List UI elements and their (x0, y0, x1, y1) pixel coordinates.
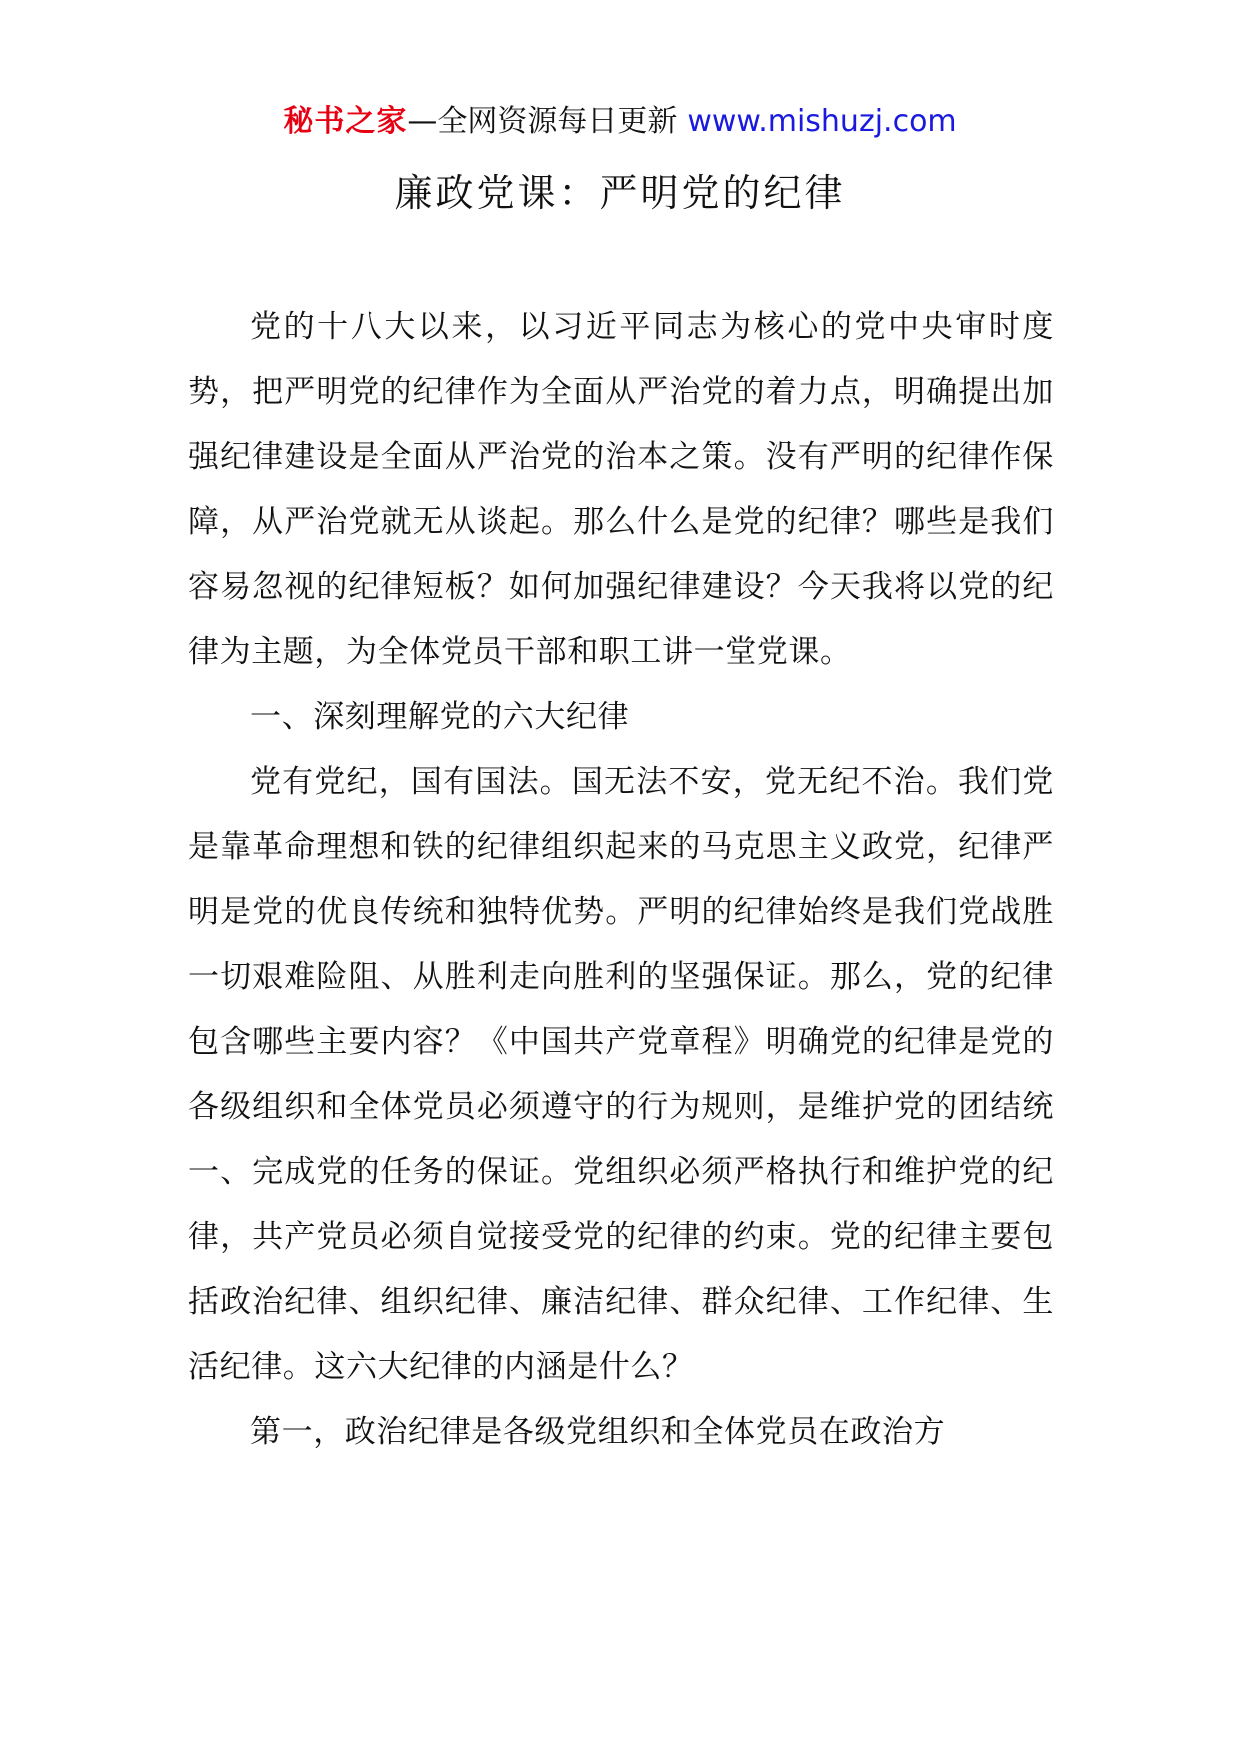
document-body (188, 295, 1054, 1465)
intro-paragraph: 党的十八大以来，以习近平同志为核心的党中央审时度势，把严明党的纪律作为全面从严治党的着力点，明确提出加强纪律建设是全面从严治党的治本之策。没有严明的纪律作保障，从严治党就无从谈起。那么什么是党的纪律？哪些是我们容易忽视的纪律短板？如何加强纪律建设？今天我将以党的纪律为主题，为全体党员干部和职工讲一堂党课。 (188, 309, 1054, 670)
document-title: 廉政党课：严明党的纪律 (394, 171, 846, 215)
header-tagline: —全网资源每日更新 (407, 104, 678, 139)
section-heading-1: 一、深刻理解党的六大纪律 (250, 699, 630, 735)
site-url-link[interactable]: www.mishuzj.com (687, 104, 957, 139)
brand-name: 秘书之家 (283, 104, 408, 139)
body-paragraph: 第一，政治纪律是各级党组织和全体党员在政治方 (250, 1414, 946, 1450)
body-paragraph: 党有党纪，国有国法。国无法不安，党无纪不治。我们党是靠革命理想和铁的纪律组织起来的马克思主义政党，纪律严明是党的优良传统和独特优势。严明的纪律始终是我们党战胜一切艰难险阻、从胜利走向胜利的坚强保证。那么，党的纪律包含哪些主要内容？《中国共产党章程》明确党的纪律是党的各级组织和全体党员必须遵守的行为规则，是维护党的团结统一、完成党的任务的保证。党组织必须严格执行和维护党的纪律，共产党员必须自觉接受党的纪律的约束。党的纪律主要包括政治纪律、组织纪律、廉洁纪律、群众纪律、工作纪律、生活纪律。这六大纪律的内涵是什么？ (188, 764, 1054, 1385)
site-header (0, 102, 1240, 142)
